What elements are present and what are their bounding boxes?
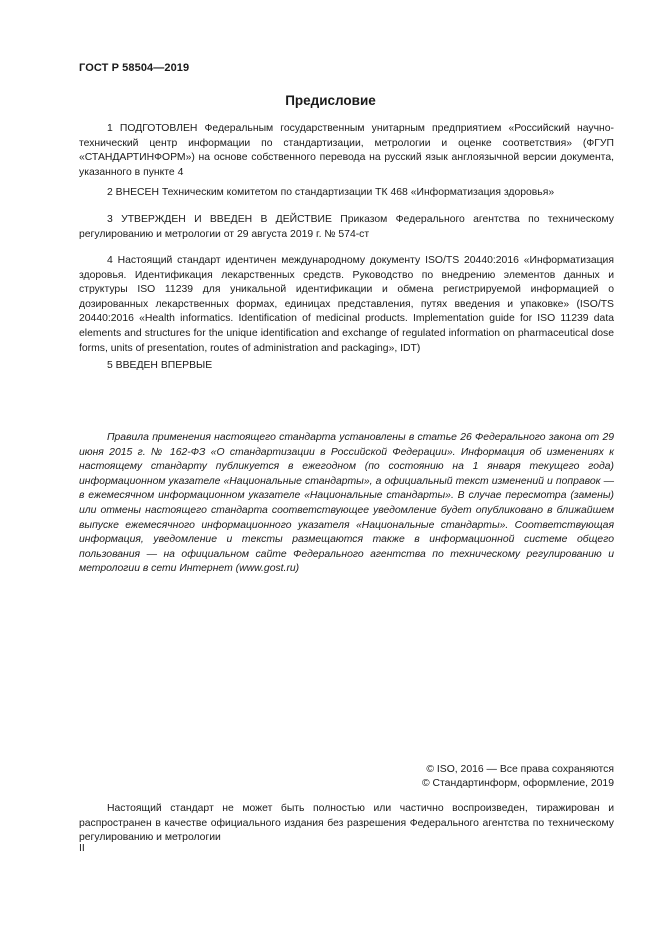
reproduction-notice: Настоящий стандарт не может быть полностью или частично воспроизведен, тиражирован и распространен в качестве официального издания без разрешения Федерального агентства по техническому регулированию и метрологии xyxy=(79,803,614,844)
document-header: ГОСТ Р 58504—2019 xyxy=(79,62,190,74)
application-rules-notice: Правила применения настоящего стандарта установлены в статье 26 Федерального закона от 29 июня 2015 г. № 162-ФЗ «О стандартизации в Российской Федерации». Информация об изменениях к настоящему стандарту публикуется в ежегодном (по состоянию на 1 января текущего года) информационном указателе «Национальные стандарты», а официальный текст изменений и поправок — в ежемесячном информационном указателе «Национальные стандарты». В случае пересмотра (замены) или отмены настоящего стандарта соответствующее уведомление будет опубликовано в ближайшем выпуске ежемесячного информационного указателя «Национальные стандарты». Соответствующая информация, уведомление и тексты размещаются также в информационной системе общего пользования — на официальном сайте Федерального агентства по техническому регулированию и метрологии в сети Интернет (www.gost.ru) xyxy=(79,432,614,575)
paragraph-prepared-by: 1 ПОДГОТОВЛЕН Федеральным государственным унитарным предприятием «Российский научно-технический центр информации по стандартизации, метрологии и оценке соответствия» (ФГУП «СТАНДАРТИНФОРМ») на основе собственного перевода на русский язык англоязычной версии документа, указанного в пункте 4 xyxy=(79,123,614,178)
page-number: II xyxy=(79,843,85,854)
paragraph-first-introduced: 5 ВВЕДЕН ВПЕРВЫЕ xyxy=(107,360,213,371)
paragraph-submitted-by: 2 ВНЕСЕН Техническим комитетом по стандартизации ТК 468 «Информатизация здоровья» xyxy=(107,187,555,198)
paragraph-identical-standard: 4 Настоящий стандарт идентичен международному документу ISO/TS 20440:2016 «Информатизация здоровья. Идентификация лекарственных средств. Руководство по внедрению элементов данных и структуры ISO 11239 для уникальной идентификации и обмена регистрируемой информацией о дозированных лекарственных формах, единицах представления, путях введения и упаковке» (ISO/TS 20440:2016 «Health informatics. Identification of medicinal products. Implementation guide for ISO 11239 data elements and structures for the unique identification and exchange of regulated information on pharmaceutical dose forms, units of presentation, routes of administration and packaging», IDT) xyxy=(79,255,614,354)
paragraph-approved: 3 УТВЕРЖДЕН И ВВЕДЕН В ДЕЙСТВИЕ Приказом Федерального агентства по техническому регулированию и метрологии от 29 августа 2019 г. № 574-ст xyxy=(79,214,614,240)
copyright-iso: © ISO, 2016 — Все права сохраняются xyxy=(426,764,614,775)
copyright-publisher: © Стандартинформ, оформление, 2019 xyxy=(421,778,614,789)
page-title: Предисловие xyxy=(285,93,376,108)
